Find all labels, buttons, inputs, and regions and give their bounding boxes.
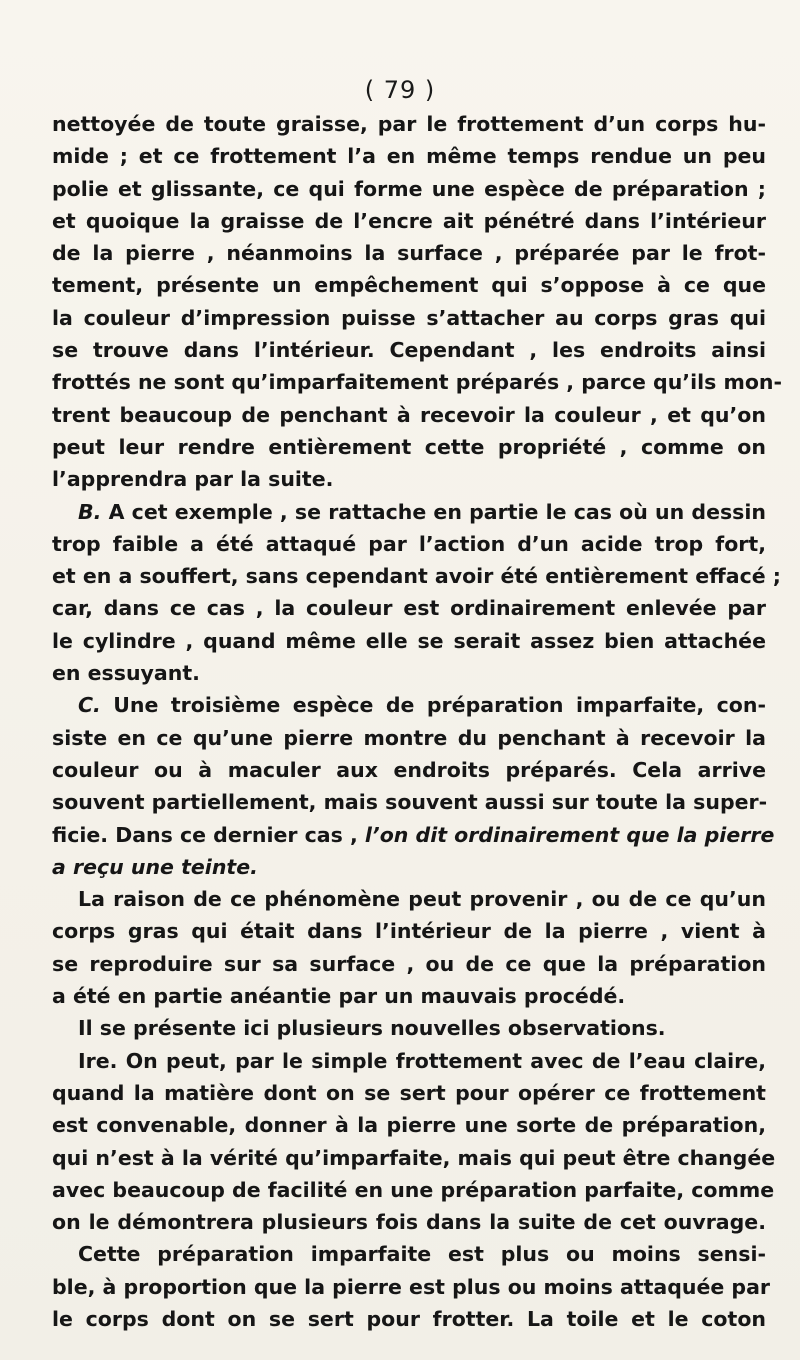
text-line: est convenable, donner à la pierre une sorte de préparation, [52,1113,766,1138]
text-line: Ire. On peut, par le simple frottement avec de l’eau claire, [78,1048,766,1073]
text-line: nettoyée de toute graisse, par le frottement d’un corps hu- [52,112,766,136]
text-line: Il se présente ici plusieurs nouvelles observations. [78,1016,666,1041]
text-segment: A cet exemple , se rattache en partie le cas où un dessin [108,499,766,524]
text-line: siste en ce qu’une pierre montre du penchant à recevoir la [52,725,766,750]
italic-text-segment: l’on dit ordinairement que la pierre [364,822,775,847]
text-line: quand la matière dont on se sert pour opérer ce frottement [52,1080,766,1105]
text-line: on le démontrera plusieurs fois dans la suite de cet ouvrage. [52,1210,766,1235]
text-line: se trouve dans l’intérieur. Cependant , les endroits ainsi [52,338,766,363]
text-line: se reproduire sur sa surface , ou de ce que la préparation [52,951,766,976]
text-line: Cette préparation imparfaite est plus ou moins sensi- [78,1242,766,1267]
text-line: avec beaucoup de facilité en une préparation parfaite, comme [52,1177,775,1202]
text-line: trent beaucoup de penchant à recevoir la couleur , et qu’on [52,402,766,427]
text-line: souvent partiellement, mais souvent aussi sur toute la super- [52,790,768,815]
paragraph-c-first-line [52,689,766,721]
text-line: en essuyant. [52,661,200,686]
text-line: a été en partie anéantie par un mauvais procédé. [52,984,626,1009]
text-line: mide ; et ce frottement l’a en même temps rendue un peu [52,144,766,169]
paragraph-letter: B. [78,499,102,524]
italic-text-line: a reçu une teinte. [52,854,258,879]
text-line: car, dans ce cas , la couleur est ordinairement enlevée par [52,596,766,621]
text-segment: ficie. Dans ce dernier cas , [52,822,365,847]
text-line: frottés ne sont qu’imparfaitement préparés , parce qu’ils mon- [52,370,783,395]
text-line: le corps dont on se sert pour frotter. La toile et le coton [52,1306,766,1331]
text-line: qui n’est à la vérité qu’imparfaite, mais qui peut être changée [52,1145,776,1170]
text-line: l’apprendra par la suite. [52,467,334,492]
text-line: de la pierre , néanmoins la surface , préparée par le frot- [52,241,766,266]
page-number: ( 79 ) [364,76,436,104]
text-line: peut leur rendre entièrement cette propriété , comme on [52,434,766,459]
paragraph-b-first-line [52,496,766,528]
text-line: tement, présente un empêchement qui s’oppose à ce que [52,273,766,298]
text-line: la couleur d’impression puisse s’attacher au corps gras qui [52,305,766,330]
text-line: et quoique la graisse de l’encre ait pénétré dans l’intérieur [52,208,766,233]
paragraph-letter: C. [78,693,101,718]
mixed-text-line [52,819,775,851]
text-line: le cylindre , quand même elle se serait assez bien attachée [52,628,766,653]
text-line: ble, à proportion que la pierre est plus ou moins attaquée par [52,1274,771,1299]
text-line: polie et glissante, ce qui forme une espèce de préparation ; [52,176,766,201]
body-text [52,108,783,1335]
text-line: corps gras qui était dans l’intérieur de la pierre , vient à [52,919,766,944]
text-line: couleur ou à maculer aux endroits préparés. Cela arrive [52,757,766,782]
text-line: et en a souffert, sans cependant avoir été entièrement effacé ; [52,564,781,589]
text-line: trop faible a été attaqué par l’action d’un acide trop fort, [52,531,766,556]
text-segment: Une troisième espèce de préparation imparfaite, con- [113,693,766,718]
text-line: La raison de ce phénomène peut provenir , ou de ce qu’un [78,887,766,912]
